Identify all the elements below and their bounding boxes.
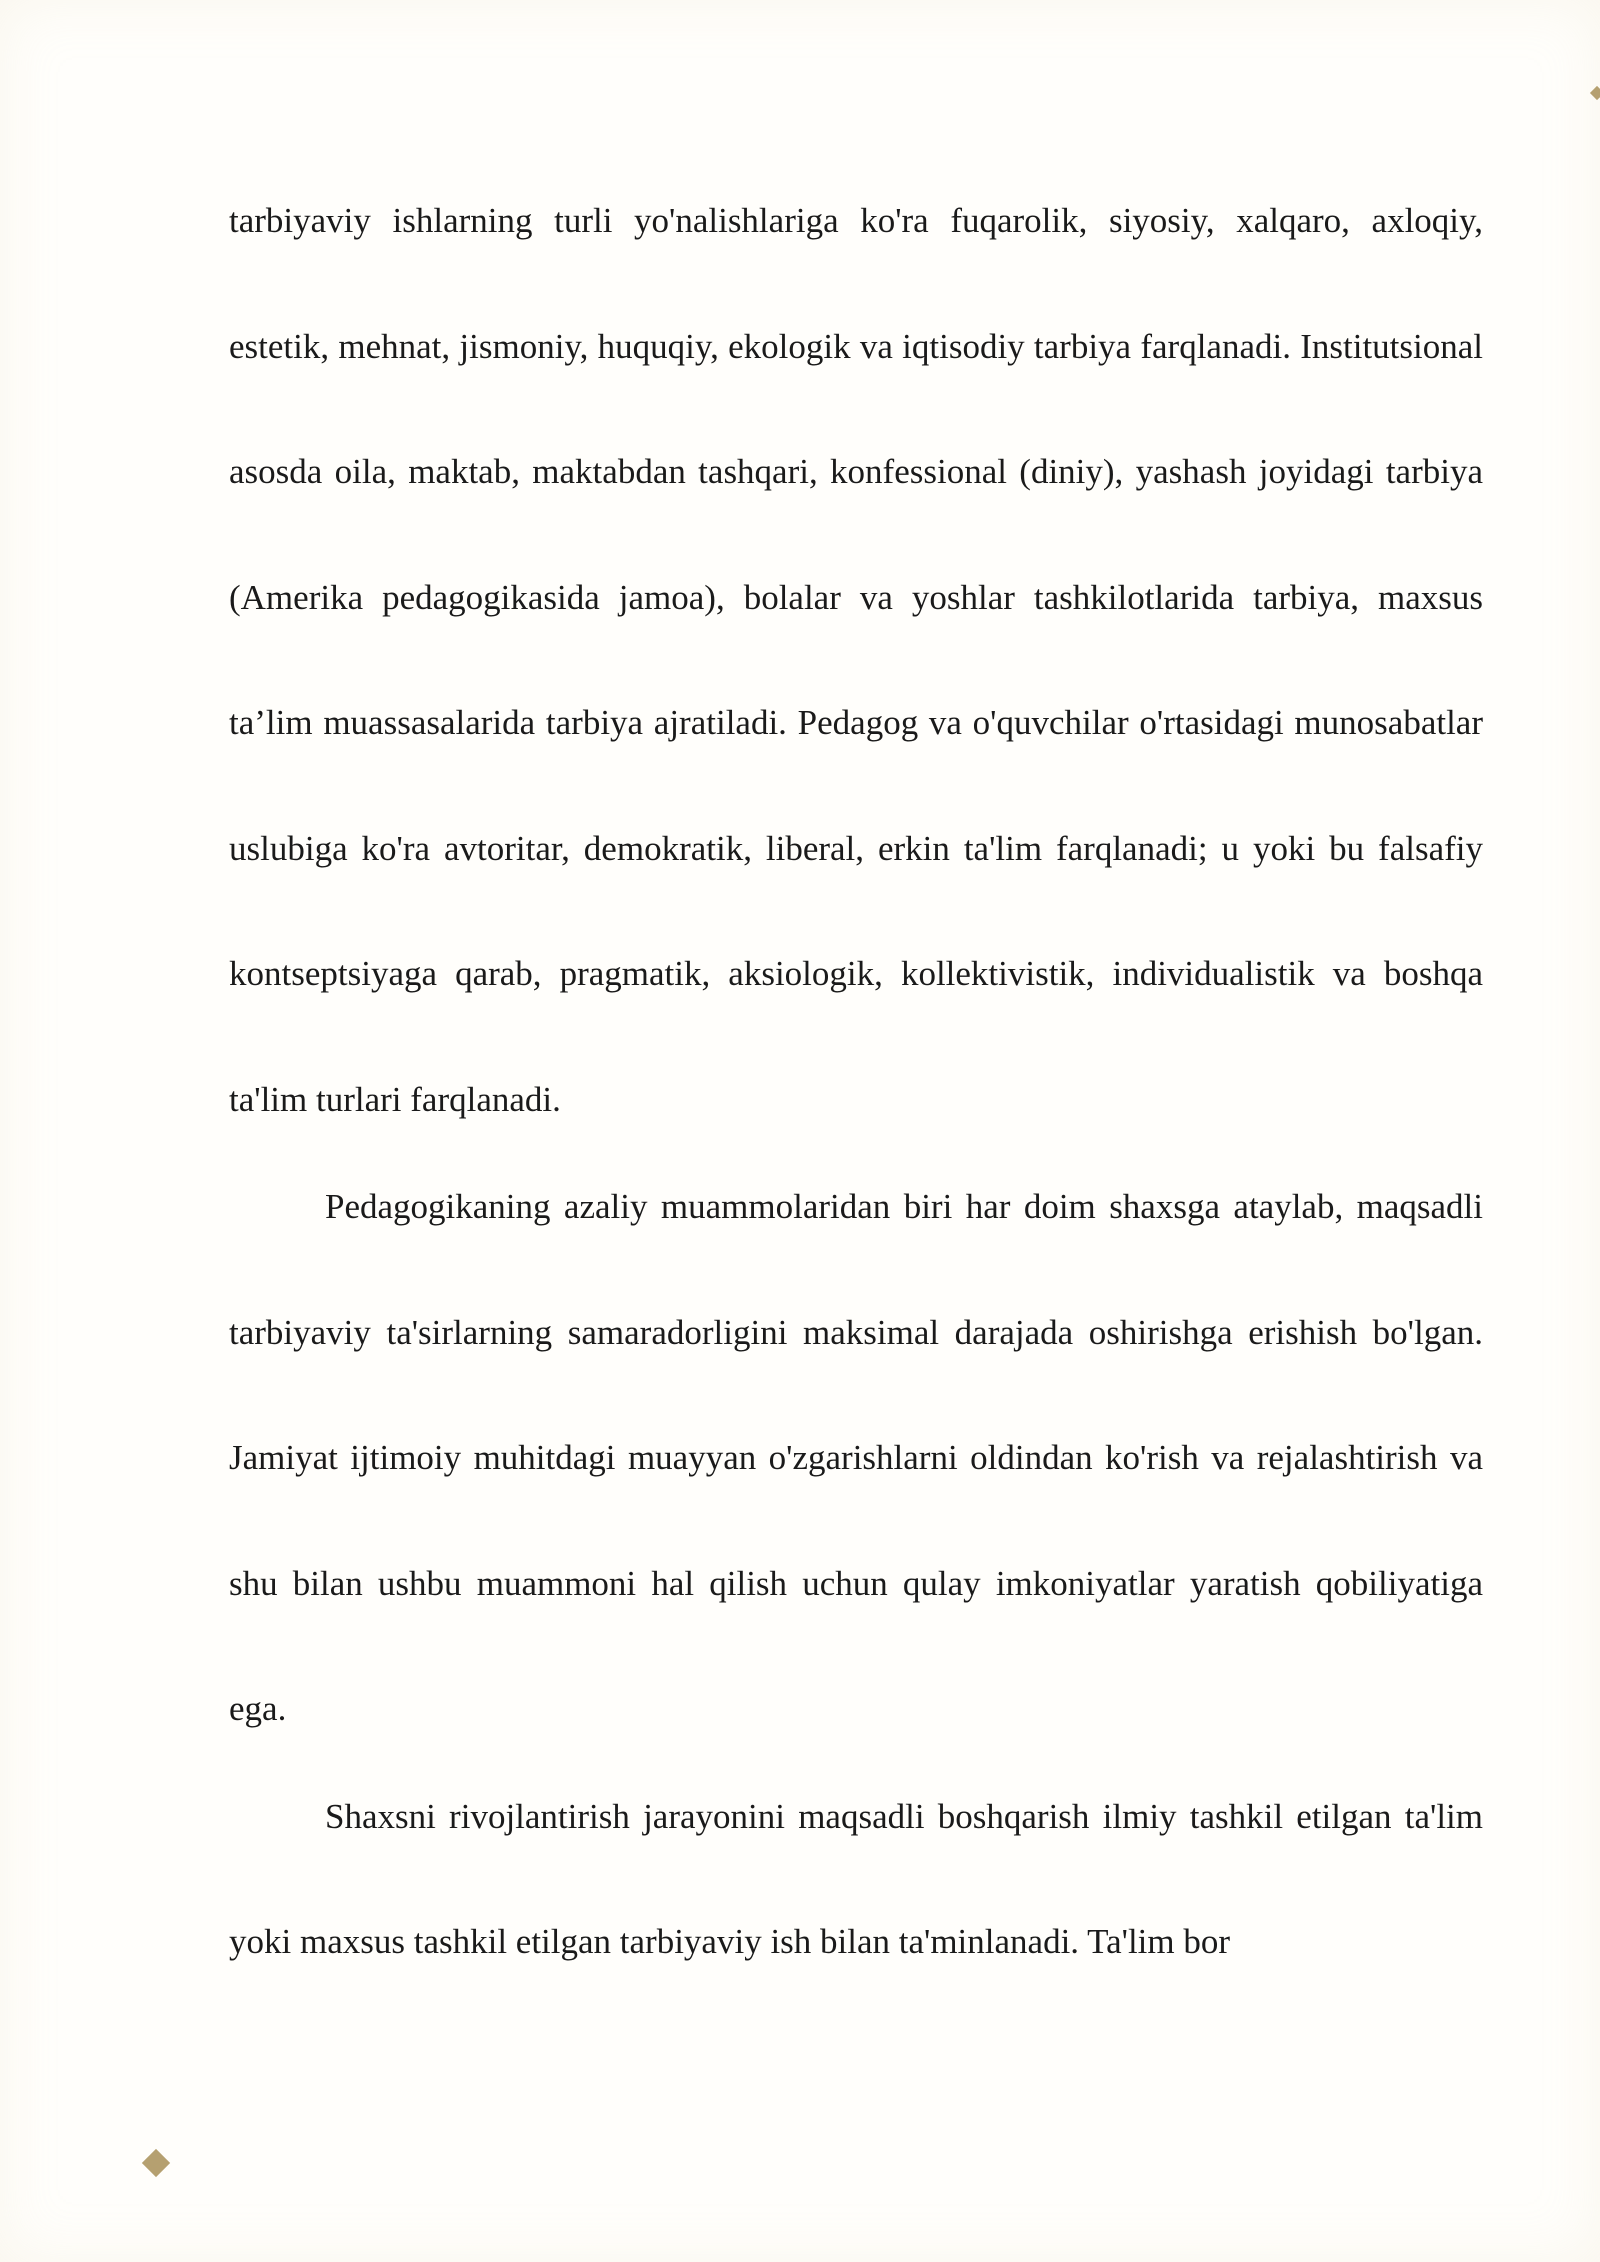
document-body — [229, 158, 1483, 2005]
paragraph-3: Shaxsni rivojlantirish jarayonini maqsadli boshqarish ilmiy tashkil etilgan ta'lim yoki maxsus tashkil etilgan tarbiyaviy ish bilan ta'minlanadi. Ta'lim bor — [229, 1796, 1483, 1961]
paragraph-1: tarbiyaviy ishlarning turli yo'nalishlariga ko'ra fuqarolik, siyosiy, xalqaro, axloqiy, estetik, mehnat, jismoniy, huquqiy, ekologik va iqtisodiy tarbiya farqlanadi. Institutsional asosda oila, maktab, maktabdan tashqari, konfessional (diniy), yashash joyidagi tarbiya (Amerika pedagogikasida jamoa), bolalar va yoshlar tashkilotlarida tarbiya, maxsus ta’lim muassasalarida tarbiya ajratiladi. Pedagog va o'quvchilar o'rtasidagi munosabatlar uslubiga ko'ra avtoritar, demokratik, liberal, erkin ta'lim farqlanadi; u yoki bu falsafiy kontseptsiyaga qarab, pragmatik, aksiologik, kollektivistik, individualistik va boshqa ta'lim turlari farqlanadi. — [229, 201, 1483, 1119]
paragraph-2: Pedagogikaning azaliy muammolaridan biri har doim shaxsga ataylab, maqsadli tarbiyaviy ta'sirlarning samaradorligini maksimal darajada oshirishga erishish bo'lgan. Jamiyat ijtimoiy muhitdagi muayyan o'zgarishlarni oldindan ko'rish va rejalashtirish va shu bilan ushbu muammoni hal qilish uchun qulay imkoniyatlar yaratish qobiliyatiga ega. — [229, 1187, 1483, 1728]
diamond-ornament-icon — [1590, 86, 1600, 100]
diamond-ornament-icon — [142, 2149, 170, 2177]
